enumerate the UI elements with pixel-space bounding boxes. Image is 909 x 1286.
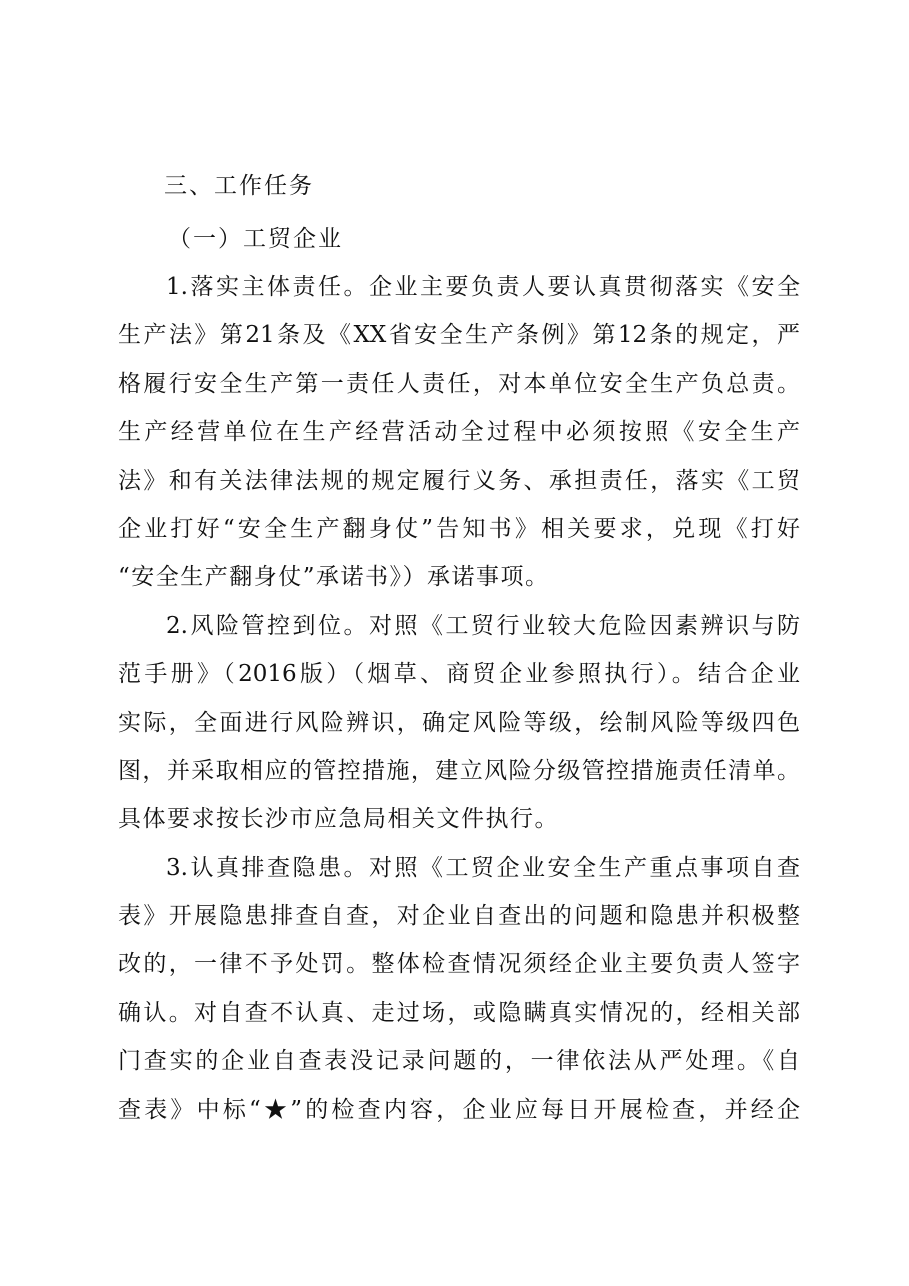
paragraph-line: 具体要求按长沙市应急局相关文件执行。 — [118, 806, 559, 833]
paragraph-hazard-inspection — [118, 844, 800, 1134]
paragraph-line: 表》开展隐患排查自查，对企业自查出的问题和隐患并积极整 — [118, 903, 800, 930]
paragraph-line: 实际，全面进行风险辨识，确定风险等级，绘制风险等级四色 — [118, 709, 800, 736]
paragraph-line: “安全生产翻身仗”承诺书》）承诺事项。 — [118, 564, 550, 591]
paragraph-line: 门查实的企业自查表没记录问题的，一律依法从严处理。《自 — [118, 1048, 800, 1075]
paragraph-line: 确认。对自查不认真、走过场，或隐瞒真实情况的，经相关部 — [118, 999, 800, 1026]
paragraph-line: 格履行安全生产第一责任人责任，对本单位安全生产负总责。 — [118, 370, 800, 397]
paragraph-line: 企业打好“安全生产翻身仗”告知书》相关要求，兑现《打好 — [118, 515, 800, 542]
section-title: 三、工作任务 — [164, 173, 314, 199]
paragraph-responsibility — [118, 263, 800, 602]
section-subtitle: （一）工贸企业 — [168, 226, 343, 252]
paragraph-line: 2.风险管控到位。对照《工贸行业较大危险因素辨识与防 — [166, 612, 800, 639]
paragraph-line: 查表》中标“★”的检查内容，企业应每日开展检查，并经企 — [118, 1096, 800, 1123]
document-body — [118, 158, 800, 1134]
paragraph-risk-control — [118, 602, 800, 844]
paragraph-line: 1.落实主体责任。企业主要负责人要认真贯彻落实《安全 — [166, 274, 800, 300]
paragraph-line: 改的，一律不予处罚。整体检查情况须经企业主要负责人签字 — [118, 951, 800, 978]
paragraph-line: 生产法》第21条及《XX省安全生产条例》第12条的规定，严 — [118, 322, 800, 349]
paragraph-line: 3.认真排查隐患。对照《工贸企业安全生产重点事项自查 — [166, 854, 800, 881]
paragraph-line: 法》和有关法律法规的规定履行义务、承担责任，落实《工贸 — [118, 467, 800, 494]
paragraph-line: 图，并采取相应的管控措施，建立风险分级管控措施责任清单。 — [118, 757, 800, 784]
paragraph-line: 范手册》（2016版）（烟草、商贸企业参照执行）。结合企业 — [118, 661, 800, 688]
paragraph-line: 生产经营单位在生产经营活动全过程中必须按照《安全生产 — [118, 419, 800, 446]
